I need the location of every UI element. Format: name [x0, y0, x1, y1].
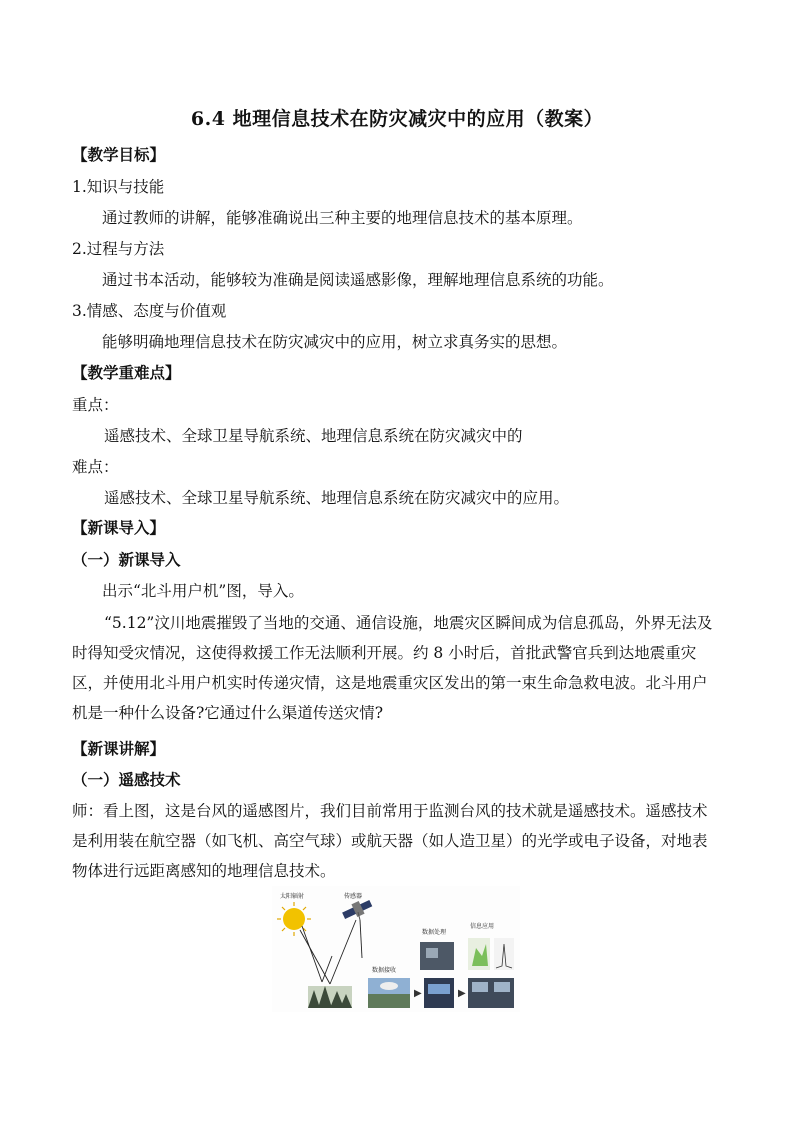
intro-paragraph: “5.12”汶川地震摧毁了当地的交通、通信设施，地震灾区瞬间成为信息孤岛，外界无法及时得知受灾情况，这使得救援工作无法顺利开展。约 8 小时后，首批武警官兵到达地震重灾区，并使用北斗用户机实时传递灾情，这是地震重灾区发出的第一束生命急救电波。北斗用户机是一种什么设备?它通过什么渠道传送灾情?	[72, 614, 713, 722]
key-label: 重点：	[72, 396, 119, 414]
intro-subheading: （一）新课导入	[72, 550, 181, 569]
label-sun: 太阳辐射	[280, 893, 305, 900]
goal2-text: 通过书本活动，能够较为准确是阅读遥感影像，理解地理信息系统的功能。	[102, 271, 614, 289]
goal3-heading: 3.情感、态度与价值观	[72, 302, 227, 320]
remote-sensing-illustration	[272, 886, 520, 1012]
goal2-heading: 2.过程与方法	[72, 240, 165, 258]
ground-scene	[308, 986, 352, 1008]
goals-heading: 【教学目标】	[72, 145, 166, 164]
intro-heading: 【新课导入】	[72, 518, 166, 537]
key-text: 遥感技术、全球卫星导航系统、地理信息系统在防灾减灾中的	[104, 427, 523, 445]
data-processing-photo	[420, 942, 454, 1008]
arrow-icon-2: ▶	[458, 988, 466, 999]
document-title: 6.4 地理信息技术在防灾减灾中的应用（教案）	[190, 108, 604, 130]
satellite-icon	[342, 900, 372, 920]
information-application-photo	[468, 938, 514, 1008]
label-process: 数据处理	[422, 929, 447, 936]
label-apply: 信息应用	[470, 923, 495, 930]
goal1-heading: 1.知识与技能	[72, 178, 165, 196]
sun-icon	[277, 902, 311, 936]
lesson-paragraph: 师：看上图，这是台风的遥感图片，我们目前常用于监测台风的技术就是遥感技术。遥感技术是利用装在航空器（如飞机、高空气球）或航天器（如人造卫星）的光学或电子设备，对地表物体进行远距离感知的地理信息技术。	[72, 802, 708, 880]
goal3-text: 能够明确地理信息技术在防灾减灾中的应用，树立求真务实的思想。	[102, 333, 568, 351]
receiving-station-photo	[368, 978, 410, 1008]
goal1-text: 通过教师的讲解，能够准确说出三种主要的地理信息技术的基本原理。	[102, 209, 583, 227]
arrow-icon-1: ▶	[414, 988, 422, 999]
difficulty-label: 难点：	[72, 458, 119, 476]
lesson-heading: 【新课讲解】	[72, 739, 166, 758]
difficulty-text: 遥感技术、全球卫星导航系统、地理信息系统在防灾减灾中的应用。	[104, 489, 570, 507]
intro-line: 出示“北斗用户机”图，导入。	[102, 582, 304, 600]
label-receive: 数据接收	[372, 967, 397, 974]
remote-sensing-diagram	[272, 886, 520, 1012]
lesson-subheading: （一）遥感技术	[72, 770, 181, 789]
key-heading: 【教学重难点】	[72, 363, 181, 382]
label-sensor: 传感器	[344, 893, 363, 900]
radiation-rays	[300, 920, 362, 984]
